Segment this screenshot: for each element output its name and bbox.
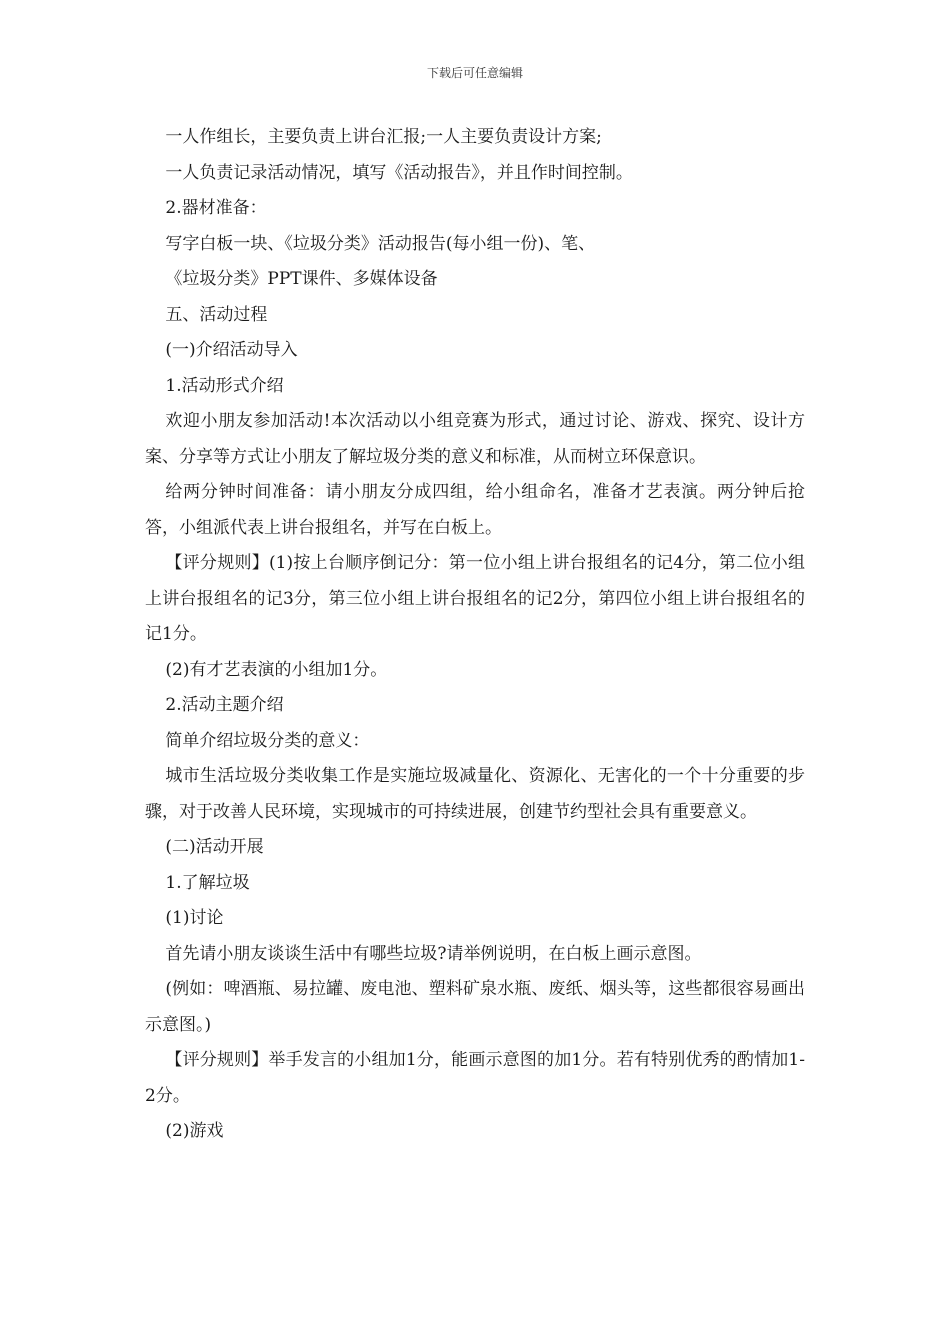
subsection-heading: (二)活动开展 xyxy=(165,837,264,857)
paragraph: (例如：啤酒瓶、易拉罐、废电池、塑料矿泉水瓶、废纸、烟头等，这些都很容易画出示意图。) xyxy=(145,979,805,1035)
paragraph: 【评分规则】(1)按上台顺序倒记分：第一位小组上讲台报组名的记4分，第二位小组上讲台报组名的记3分，第三位小组上讲台报组名的记2分，第四位小组上讲台报组名的记1分。 xyxy=(145,553,805,644)
paragraph: (2)游戏 xyxy=(165,1121,224,1141)
paragraph: 2.活动主题介绍 xyxy=(165,695,284,715)
paragraph: 写字白板一块、《垃圾分类》活动报告(每小组一份)、笔、 xyxy=(165,233,596,254)
paragraph: 简单介绍垃圾分类的意义： xyxy=(165,730,370,751)
paragraph: 城市生活垃圾分类收集工作是实施垃圾减量化、资源化、无害化的一个十分重要的步骤，对于改善人民环境，实现城市的可持续进展，创建节约型社会具有重要意义。 xyxy=(145,766,805,822)
paragraph: 1.活动形式介绍 xyxy=(165,375,284,396)
paragraph: 欢迎小朋友参加活动!本次活动以小组竞赛为形式，通过讨论、游戏、探究、设计方案、分享等方式让小朋友了解垃圾分类的意义和标准，从而树立环保意识。 xyxy=(145,411,805,467)
paragraph: 首先请小朋友谈谈生活中有哪些垃圾?请举例说明，在白板上画示意图。 xyxy=(165,943,702,964)
paragraph: 1.了解垃圾 xyxy=(165,872,250,893)
page-header: 下载后可任意编辑 xyxy=(426,66,523,80)
document-body xyxy=(145,120,805,1150)
paragraph: 给两分钟时间准备：请小朋友分成四组，给小组命名，准备才艺表演。两分钟后抢答，小组派代表上讲台报组名，并写在白板上。 xyxy=(145,482,805,538)
subsection-heading: (一)介绍活动导入 xyxy=(165,340,298,360)
paragraph: 【评分规则】举手发言的小组加1分，能画示意图的加1分。若有特别优秀的酌情加1-2分。 xyxy=(145,1050,805,1106)
paragraph: (1)讨论 xyxy=(165,908,224,928)
paragraph: 《垃圾分类》PPT课件、多媒体设备 xyxy=(165,269,438,289)
section-heading: 五、活动过程 xyxy=(165,304,268,325)
paragraph: 一人负责记录活动情况，填写《活动报告》，并且作时间控制。 xyxy=(165,162,633,183)
paragraph: (2)有才艺表演的小组加1分。 xyxy=(165,659,388,680)
paragraph: 2.器材准备： xyxy=(165,198,267,218)
paragraph: 一人作组长，主要负责上讲台汇报;一人主要负责设计方案; xyxy=(165,127,602,147)
